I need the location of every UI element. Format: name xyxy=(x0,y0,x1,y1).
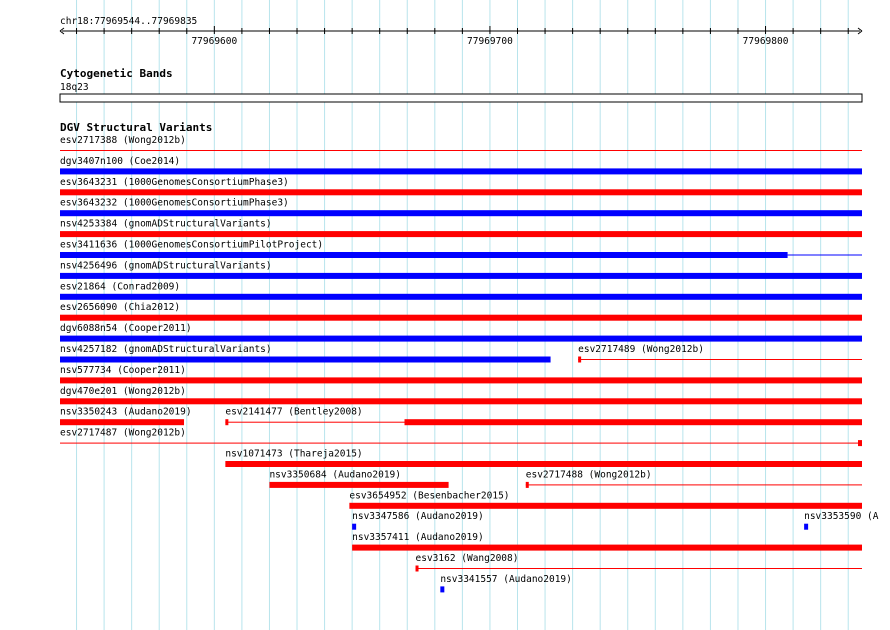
dgv-feature-label[interactable]: esv3643232 (1000GenomesConsortiumPhase3) xyxy=(60,197,289,209)
dgv-feature[interactable] xyxy=(225,407,862,426)
dgv-feature-label[interactable]: esv3162 (Wang2008) xyxy=(415,553,519,564)
ruler-tick-label: 77969600 xyxy=(191,36,238,47)
dgv-feature-bar[interactable] xyxy=(352,524,356,530)
cytoband-name[interactable]: 18q23 xyxy=(60,82,89,93)
cytoband-bar[interactable] xyxy=(60,94,862,102)
ruler-tick-label: 77969700 xyxy=(467,36,513,47)
dgv-feature[interactable] xyxy=(60,302,862,321)
dgv-feature-bar[interactable] xyxy=(352,545,862,551)
dgv-feature-label[interactable]: nsv3350243 (Audano2019) xyxy=(60,406,192,418)
dgv-feature-bar[interactable] xyxy=(269,482,448,488)
dgv-feature-bar[interactable] xyxy=(60,419,184,425)
dgv-feature-bar[interactable] xyxy=(60,168,862,174)
dgv-feature[interactable] xyxy=(60,260,862,279)
dgv-feature-label[interactable]: esv3411636 (1000GenomesConsortiumPilotProject) xyxy=(60,239,324,251)
dgv-feature-line[interactable] xyxy=(788,255,862,256)
dgv-feature[interactable] xyxy=(60,386,862,405)
dgv-feature[interactable] xyxy=(440,574,572,593)
dgv-feature-bar[interactable] xyxy=(60,377,862,383)
dgv-feature-label[interactable]: dgv6088n54 (Cooper2011) xyxy=(60,323,192,335)
dgv-feature-start-marker[interactable] xyxy=(416,566,419,572)
dgv-feature[interactable] xyxy=(60,177,862,196)
coordinate-ruler[interactable] xyxy=(60,16,862,47)
dgv-feature-line[interactable] xyxy=(578,359,862,360)
dgv-feature-label[interactable]: esv2717388 (Wong2012b) xyxy=(60,135,186,146)
dgv-feature-bar[interactable] xyxy=(60,294,862,300)
dgv-feature[interactable] xyxy=(60,428,862,447)
dgv-feature-label[interactable]: esv3654952 (Besenbacher2015) xyxy=(349,490,510,502)
dgv-feature-label[interactable]: nsv4256496 (gnomADStructuralVariants) xyxy=(60,260,272,272)
dgv-feature[interactable] xyxy=(526,469,862,488)
dgv-feature[interactable] xyxy=(225,449,862,468)
dgv-feature-label[interactable]: nsv3341557 (Audano2019) xyxy=(440,573,572,585)
dgv-feature-label[interactable]: nsv3350684 (Audano2019) xyxy=(269,469,402,481)
dgv-feature-label[interactable]: nsv577734 (Cooper2011) xyxy=(60,364,186,376)
cytogenetic-bands-track[interactable] xyxy=(60,67,862,102)
dgv-feature-label[interactable]: esv3643231 (1000GenomesConsortiumPhase3) xyxy=(60,176,289,188)
cytoband-track-title: Cytogenetic Bands xyxy=(60,67,173,80)
dgv-feature-bar[interactable] xyxy=(804,524,808,530)
dgv-feature[interactable] xyxy=(60,281,862,300)
dgv-feature-label[interactable]: nsv3353590 (A xyxy=(804,511,879,523)
dgv-feature[interactable] xyxy=(60,198,862,217)
dgv-feature-label[interactable]: nsv1071473 (Thareja2015) xyxy=(225,448,363,460)
dgv-feature[interactable] xyxy=(60,344,551,363)
dgv-feature[interactable] xyxy=(60,407,192,426)
dgv-feature[interactable] xyxy=(352,532,862,551)
dgv-feature[interactable] xyxy=(349,490,862,509)
dgv-feature[interactable] xyxy=(60,240,862,259)
dgv-feature[interactable] xyxy=(269,469,448,488)
dgv-structural-variants-track[interactable] xyxy=(60,121,879,592)
dgv-feature[interactable] xyxy=(60,156,862,175)
dgv-feature[interactable] xyxy=(60,323,862,342)
dgv-feature[interactable] xyxy=(60,135,862,151)
dgv-feature-bar[interactable] xyxy=(60,231,862,237)
dgv-feature-bar[interactable] xyxy=(60,357,551,363)
dgv-feature-label[interactable]: esv2717488 (Wong2012b) xyxy=(525,469,652,481)
dgv-feature-label[interactable]: esv21864 (Conrad2009) xyxy=(60,281,181,293)
dgv-feature-bar[interactable] xyxy=(60,189,862,195)
dgv-feature-label[interactable]: nsv4253384 (gnomADStructuralVariants) xyxy=(60,218,272,230)
dgv-feature-line[interactable] xyxy=(225,422,404,423)
dgv-feature-line[interactable] xyxy=(60,150,862,151)
dgv-feature-label[interactable]: esv2717487 (Wong2012b) xyxy=(60,427,186,439)
dgv-feature-bar[interactable] xyxy=(60,252,788,258)
dgv-feature-label[interactable]: esv2656090 (Chia2012) xyxy=(60,302,181,314)
dgv-feature-start-marker[interactable] xyxy=(578,357,581,363)
dgv-feature[interactable] xyxy=(416,553,862,572)
dgv-feature-label[interactable]: esv2717489 (Wong2012b) xyxy=(578,344,704,355)
dgv-feature-list[interactable] xyxy=(60,135,879,592)
dgv-feature-end-marker[interactable] xyxy=(858,440,862,446)
ruler-tick-label: 77969800 xyxy=(742,36,789,47)
dgv-feature-bar[interactable] xyxy=(60,210,862,216)
dgv-feature-label[interactable]: dgv470e201 (Wong2012b) xyxy=(60,385,186,397)
dgv-feature-bar[interactable] xyxy=(349,503,862,509)
dgv-feature[interactable] xyxy=(578,344,862,363)
dgv-feature-bar[interactable] xyxy=(440,586,444,592)
locus-label: chr18:77969544..77969835 xyxy=(60,16,198,27)
dgv-feature-label[interactable]: esv2141477 (Bentley2008) xyxy=(225,406,363,418)
dgv-feature-start-marker[interactable] xyxy=(526,482,529,488)
dgv-feature[interactable] xyxy=(352,511,484,530)
dgv-feature-label[interactable]: nsv3357411 (Audano2019) xyxy=(352,532,484,544)
dgv-feature[interactable] xyxy=(60,219,862,238)
dgv-feature-bar[interactable] xyxy=(60,398,862,404)
dgv-feature-bar[interactable] xyxy=(60,273,862,279)
dgv-feature-label[interactable]: nsv3347586 (Audano2019) xyxy=(352,511,484,523)
dgv-feature-bar[interactable] xyxy=(405,419,862,425)
dgv-feature-label[interactable]: dgv3407n100 (Coe2014) xyxy=(60,155,181,167)
dgv-track-title: DGV Structural Variants xyxy=(60,121,213,134)
dgv-feature-line[interactable] xyxy=(416,568,862,569)
dgv-feature-bar[interactable] xyxy=(60,315,862,321)
dgv-feature-label[interactable]: nsv4257182 (gnomADStructuralVariants) xyxy=(60,344,272,355)
dgv-feature[interactable] xyxy=(60,365,862,384)
dgv-feature-bar[interactable] xyxy=(225,461,862,467)
dgv-feature-line[interactable] xyxy=(526,484,862,485)
dgv-feature[interactable] xyxy=(804,511,879,530)
dgv-feature-line[interactable] xyxy=(60,443,862,444)
dgv-feature-bar[interactable] xyxy=(60,336,862,342)
